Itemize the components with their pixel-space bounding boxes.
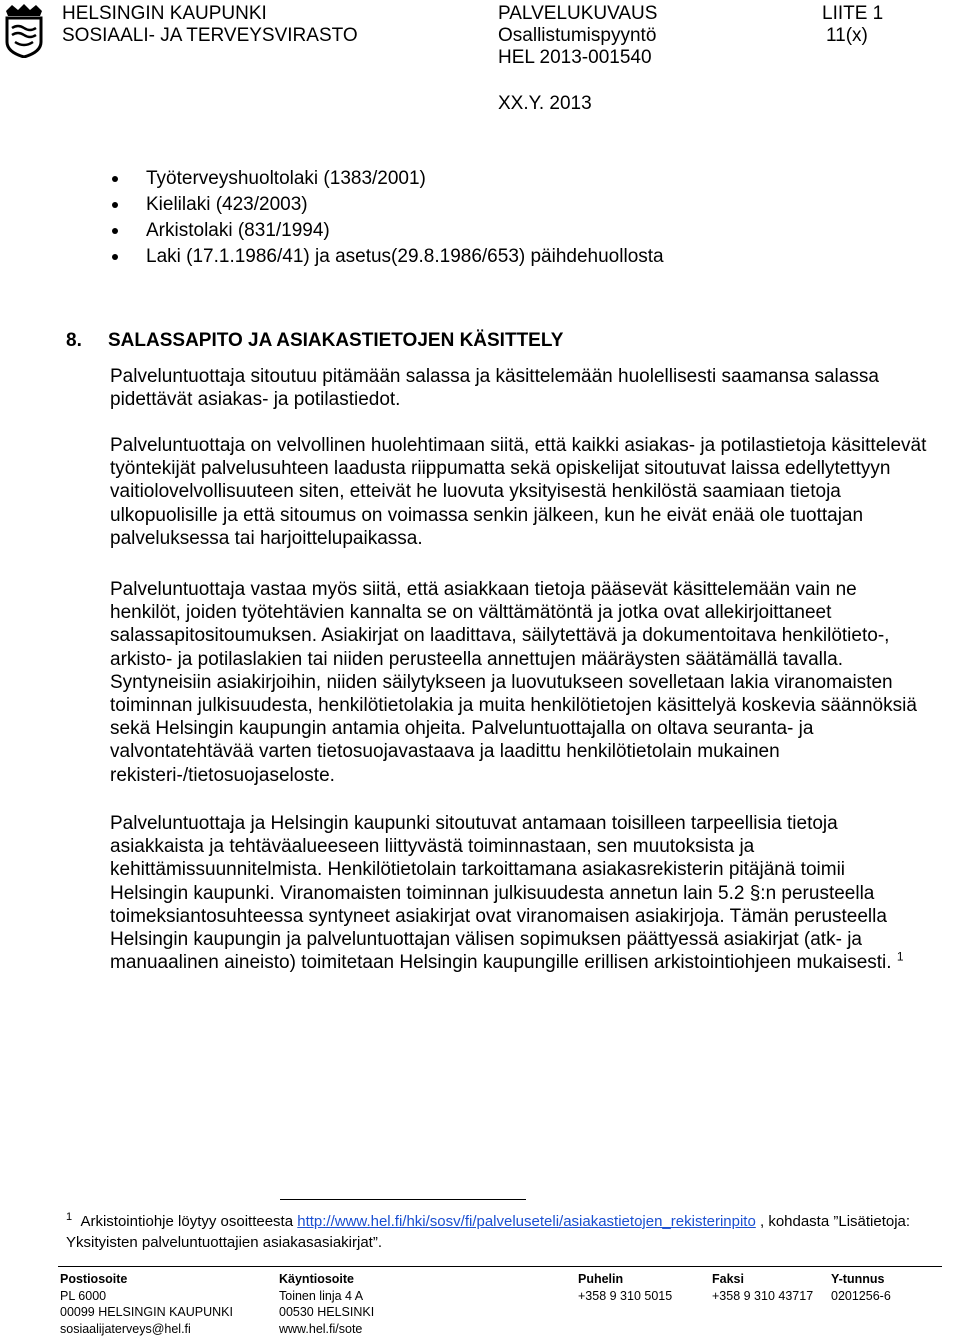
helsinki-crest-icon — [2, 2, 46, 58]
footnote-text: Arkistointiohje löytyy osoitteesta — [80, 1213, 297, 1230]
section-title: SALASSAPITO JA ASIAKASTIETOJEN KÄSITTELY — [108, 330, 563, 351]
footnote-number: 1 — [66, 1211, 72, 1223]
footer-value: 00099 HELSINGIN KAUPUNKI — [60, 1304, 233, 1321]
org-name: HELSINGIN KAUPUNKI — [62, 2, 267, 25]
section-number: 8. — [66, 329, 108, 353]
footer-email: sosiaalijaterveys@hel.fi — [60, 1321, 233, 1337]
footer-postal-address — [60, 1271, 233, 1337]
footer-label: Puhelin — [578, 1271, 672, 1288]
footer-label: Faksi — [712, 1271, 813, 1288]
footer-value: +358 9 310 5015 — [578, 1288, 672, 1305]
doc-type: PALVELUKUVAUS — [498, 2, 657, 25]
doc-date: XX.Y. 2013 — [498, 92, 592, 115]
footer-label: Postiosoite — [60, 1271, 233, 1288]
footer-value: 00530 HELSINKI — [279, 1304, 374, 1321]
paragraph: Palveluntuottaja vastaa myös siitä, että asiakkaan tietoja pääsevät käsittelemään vain ne henkilöt, joiden työtehtävien kannalta se on välttämätöntä ja jotka ovat allekirjoittaneet salassapitositoumuksen. Asiakirjat on laadittava, säilytettävä ja dokumentoitava henkilötieto-, arkisto- ja potilaslakien tai niiden perusteella annettujen määräysten säätämällä tavalla. Syntyneisiin asiakirjoihin, niiden säilytykseen ja luovutukseen sovelletaan lakia viranomaisten toiminnan julkisuudesta, henkilötietolakia ja muita henkilötietojen käsittelyä koskevia säännöksiä sekä Helsingin kaupungin antamia ohjeita. Palveluntuottajalla on oltava seuranta- ja valvontatehtävää varten tietosuojavastaava ja laadittu henkilötietolain mukainen rekisteri-/tietosuojaseloste. — [110, 578, 928, 787]
footnote-text: , kohdasta ”Lisätietoja: Yksityisten palveluntuottajien asiakasasiakirjat”. — [66, 1213, 910, 1251]
footnote-link[interactable]: http://www.hel.fi/hki/sosv/fi/palveluseteli/asiakastietojen_rekisterinpito — [297, 1213, 756, 1230]
list-item: Kielilaki (423/2003) — [110, 192, 870, 218]
org-department: SOSIAALI- JA TERVEYSVIRASTO — [62, 24, 358, 47]
footer-business-id — [831, 1271, 891, 1304]
footnote-reference[interactable]: 1 — [897, 950, 904, 964]
footer-fax — [712, 1271, 813, 1304]
list-item: Työterveyshuoltolaki (1383/2001) — [110, 166, 870, 192]
doc-subtitle: Osallistumispyyntö — [498, 24, 656, 47]
list-item: Arkistolaki (831/1994) — [110, 218, 870, 244]
paragraph: Palveluntuottaja sitoutuu pitämään salassa ja käsittelemään huolellisesti saamansa salassa pidettävät asiakas- ja potilastiedot. — [110, 365, 928, 411]
footer-label: Käyntiosoite — [279, 1271, 374, 1288]
paragraph-text: Palveluntuottaja ja Helsingin kaupunki sitoutuvat antamaan toisilleen tarpeellisia tietoja asiakkaista ja tehtäväalueeseen liittyvästä toiminnastaan, sen muutoksista ja kehittämissuunnitelmista. Henkilötietolain tarkoittamana asiakasrekisterin pitäjänä toimii Helsingin kaupunki. Viranomaisten toiminnan julkisuudesta annetun lain 5.2 §:n perusteella toimeksiantosuhteessa syntyneet asiakirjat ovat viranomaisen asiakirjoja. Tämän perusteella Helsingin kaupungin ja palveluntuottajan välisen sopimuksen päättyessä asiakirjat (atk- ja manuaalinen aineisto) toimitetaan Helsingin kaupungille erillisen arkistointiohjeen mukaisesti. — [110, 813, 892, 973]
footer-divider — [58, 1266, 942, 1267]
footnote-divider — [280, 1199, 526, 1200]
law-list — [110, 166, 870, 270]
footer-label: Y-tunnus — [831, 1271, 891, 1288]
footer-value: PL 6000 — [60, 1288, 233, 1305]
attachment-label: LIITE 1 — [822, 2, 883, 25]
list-item: Laki (17.1.1986/41) ja asetus(29.8.1986/653) päihdehuollosta — [110, 244, 870, 270]
footer-visiting-address — [279, 1271, 374, 1337]
doc-number: HEL 2013-001540 — [498, 46, 652, 69]
footer-website: www.hel.fi/sote — [279, 1321, 374, 1337]
page-number: 11(x) — [826, 24, 868, 47]
paragraph: Palveluntuottaja on velvollinen huolehtimaan siitä, että kaikki asiakas- ja potilastietoja käsittelevät työntekijät palvelusuhteen laadusta riippumatta sekä opiskelijat sitoutuvat laissa edellytettyyn vaitiolovelvollisuuteen siten, etteivät he luovuta yksityisestä henkilöstä saamiaan tietoja ulkopuolisille ja että sitoumus on voimassa senkin jälkeen, kun he eivät enää ole tuottajan palveluksessa tai harjoittelupaikassa. — [110, 434, 928, 550]
footnote — [66, 1211, 936, 1253]
section-heading — [66, 329, 563, 353]
footer-value: +358 9 310 43717 — [712, 1288, 813, 1305]
footer-phone — [578, 1271, 672, 1304]
footer-value: 0201256-6 — [831, 1288, 891, 1305]
footer-value: Toinen linja 4 A — [279, 1288, 374, 1305]
paragraph — [110, 812, 928, 974]
